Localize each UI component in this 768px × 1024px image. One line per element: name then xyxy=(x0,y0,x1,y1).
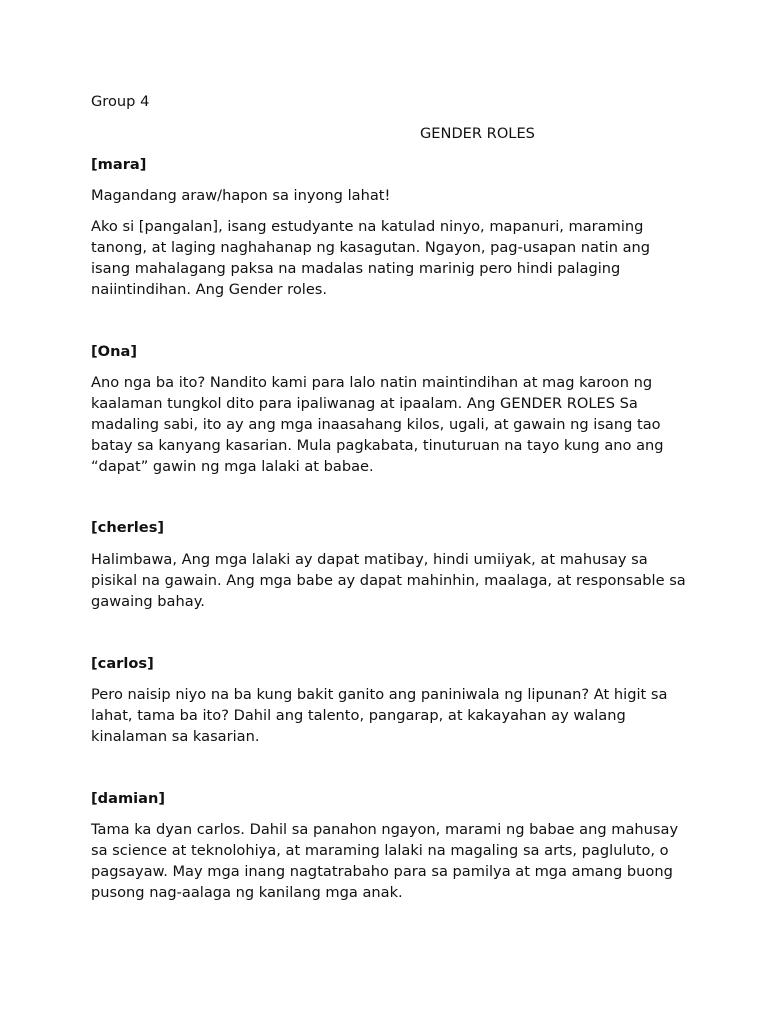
paragraph: Pero naisip niyo na ba kung bakit ganito ang paniniwala ng lipunan? At higit sa lahat, tama ba ito? Dahil ang talento, pangarap, at kakayahan ay walang kinalaman sa kasarian. xyxy=(91,686,668,745)
paragraph: Ako si [pangalan], isang estudyante na katulad ninyo, mapanuri, maraming tanong, at laging naghahanap ng kasagutan. Ngayon, pag-usapan natin ang isang mahalagang paksa na madalas nating marinig pero hindi palaging naiintindihan. Ang Gender roles. xyxy=(91,218,651,298)
group-label: Group 4 xyxy=(91,93,150,110)
document-title: GENDER ROLES xyxy=(420,125,535,142)
paragraph: Tama ka dyan carlos. Dahil sa panahon ngayon, marami ng babae ang mahusay sa science at teknolohiya, at maraming lalaki na magaling sa arts, pagluluto, o pagsayaw. May mga inang nagtatrabaho para sa pamilya at mga amang buong pusong nag-aalaga ng kanilang mga anak. xyxy=(91,821,679,901)
speaker-label: [mara] xyxy=(91,156,147,173)
paragraph: Ano nga ba ito? Nandito kami para lalo natin maintindihan at mag karoon ng kaalaman tungkol dito para ipaliwanag at ipaalam. Ang GENDER ROLES Sa madaling sabi, ito ay ang mga inaasahang kilos, ugali, at gawain ng isang tao batay sa kanyang kasarian. Mula pagkabata, tinuturuan na tayo kung ano ang “dapat” gawin ng mga lalaki at babae. xyxy=(91,374,664,475)
speaker-label: [cherles] xyxy=(91,519,165,536)
speaker-label: [carlos] xyxy=(91,655,154,672)
speaker-label: [damian] xyxy=(91,790,166,807)
speaker-label: [Ona] xyxy=(91,343,137,360)
paragraph: Halimbawa, Ang mga lalaki ay dapat matibay, hindi umiiyak, at mahusay sa pisikal na gawain. Ang mga babe ay dapat mahinhin, maalaga, at responsable sa gawaing bahay. xyxy=(91,551,686,610)
paragraph: Magandang araw/hapon sa inyong lahat! xyxy=(91,187,391,204)
